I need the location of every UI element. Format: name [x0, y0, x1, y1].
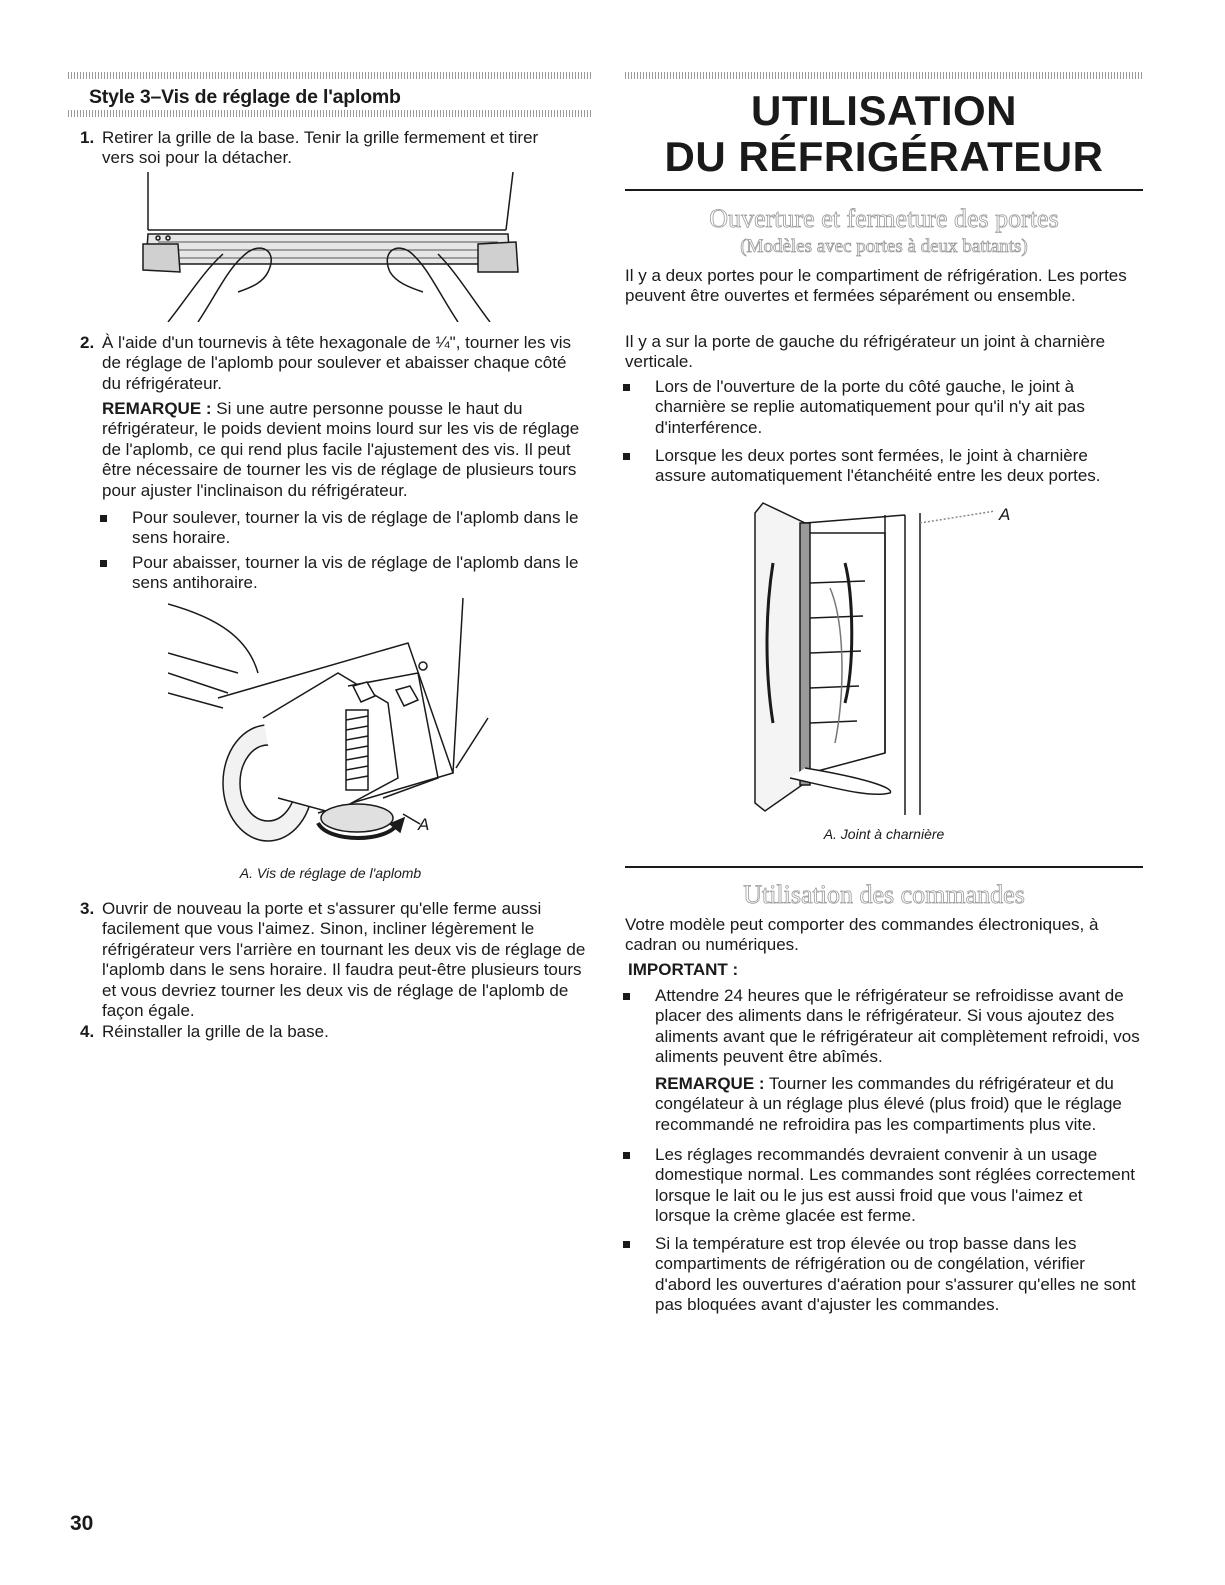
step-4 [80, 1022, 587, 1042]
section-rule [625, 866, 1143, 868]
step-number: 4. [80, 1022, 95, 1041]
subsection-subtitle: (Modèles avec portes à deux battants) [740, 236, 1028, 257]
bullet-item [655, 377, 1140, 438]
bullet-text: Lorsque les deux portes sont fermées, le joint à charnière assure automatiquement l'étanchéité entre les deux portes. [655, 446, 1101, 486]
bullet-marker [623, 1152, 630, 1159]
step-number: 3. [80, 899, 95, 918]
page-number: 30 [70, 1512, 94, 1535]
bullet-marker [623, 453, 630, 460]
step-3 [80, 899, 587, 1021]
bullet-item [655, 986, 1140, 1068]
step-text: Ouvrir de nouveau la porte et s'assurer qu'elle ferme aussi facilement que vous l'aimez. Sinon, incliner légèrement le réfrigérateur vers l'arrière en tournant les deux vis de réglage de l'aplomb dans le sens horaire. Il faudra peut-être plusieurs tours et vous devriez tourner les deux vis de réglage de l'aplomb de façon égale. [102, 899, 586, 1021]
step-2 [80, 333, 587, 394]
bullet-item [655, 1145, 1140, 1227]
note-text: Tourner les commandes du réfrigérateur et du congélateur à un réglage plus élevé (plus froid) que le réglage recommandé ne refroidira pas les compartiments plus vite. [655, 1074, 1122, 1134]
bullet-marker [623, 1241, 630, 1248]
bullet-text: Si la température est trop élevée ou trop basse dans les compartiments de réfrigération ou de congélation, vérifier d'abord les ouvertures d'aération pour s'assurer qu'elles ne sont pas bloquées avant d'ajuster les commandes. [655, 1234, 1136, 1315]
bullet-item [132, 553, 587, 594]
step-number: 2. [80, 333, 95, 352]
step-text: Retirer la grille de la base. Tenir la grille fermement et tirer vers soi pour la détacher. [102, 128, 539, 168]
figure-label-a: A [999, 505, 1011, 524]
hinged-seal-illustration [745, 493, 995, 823]
section-bottom-hatch [68, 110, 593, 117]
section-rule [625, 189, 1143, 191]
figure-label-a: A [418, 815, 430, 834]
bullet-text: Attendre 24 heures que le réfrigérateur se refroidisse avant de placer des aliments dans le réfrigérateur. Si vous ajoutez des aliments avant que le réfrigérateur ait complètement refroidi, vos aliments peuvent être abîmés. [655, 986, 1140, 1067]
title-top-hatch [625, 72, 1143, 79]
bullet-text: Les réglages recommandés devraient convenir à un usage domestique normal. Les commandes sont réglées correctement lorsque le lait ou le jus est aussi froid que vous l'aimez et lorsque la crème glacée est ferme. [655, 1145, 1136, 1226]
step-text: À l'aide d'un tournevis à tête hexagonale de ¼", tourner les vis de réglage de l'aplomb pour soulever et abaisser chaque côté du réfrigérateur. [102, 333, 571, 393]
bullet-marker [623, 384, 630, 391]
paragraph-doors: Il y a deux portes pour le compartiment de réfrigération. Les portes peuvent être ouvertes et fermées séparément ou ensemble. [625, 266, 1127, 306]
note-paragraph [655, 1074, 1140, 1135]
bullet-marker [623, 993, 630, 1000]
chapter-title [625, 88, 1143, 180]
step-number: 1. [80, 128, 95, 147]
grille-removal-illustration [138, 172, 528, 322]
bullet-item [655, 1234, 1140, 1316]
bullet-marker [100, 560, 107, 567]
bullet-text: Lors de l'ouverture de la porte du côté gauche, le joint à charnière se replie automatiquement pour qu'il n'y ait pas d'interférence. [655, 377, 1085, 437]
subsection-title: Ouverture et fermeture des portes [709, 204, 1059, 233]
section-title: Style 3–Vis de réglage de l'aplomb [89, 86, 401, 108]
bullet-item [132, 508, 587, 549]
leveling-screw-illustration [168, 598, 508, 853]
step-text: Réinstaller la grille de la base. [102, 1022, 329, 1041]
step-1 [80, 128, 572, 169]
important-label: IMPORTANT : [628, 960, 739, 979]
bullet-text: Pour soulever, tourner la vis de réglage de l'aplomb dans le sens horaire. [132, 508, 579, 548]
figure-caption: A. Vis de réglage de l'aplomb [239, 865, 422, 881]
note-paragraph [102, 399, 587, 501]
bullet-marker [100, 515, 107, 522]
section-top-hatch [68, 72, 593, 79]
bullet-text: Pour abaisser, tourner la vis de réglage de l'aplomb dans le sens antihoraire. [132, 553, 579, 593]
note-label: REMARQUE : [655, 1074, 765, 1093]
note-label: REMARQUE : [102, 399, 212, 418]
figure-caption: A. Joint à charnière [823, 826, 945, 842]
paragraph-controls: Votre modèle peut comporter des commandes électroniques, à cadran ou numériques. [625, 915, 1099, 955]
subsection-title: Utilisation des commandes [743, 880, 1025, 909]
paragraph-hinge: Il y a sur la porte de gauche du réfrigérateur un joint à charnière verticale. [625, 332, 1106, 372]
note-text: Si une autre personne pousse le haut du réfrigérateur, le poids devient moins lourd sur les vis de réglage de l'aplomb, ce qui rend plus facile l'ajustement des vis. Il peut être nécessaire de tourner les vis de réglage de plusieurs tours pour ajuster l'inclinaison du réfrigérateur. [102, 399, 580, 500]
bullet-item [655, 446, 1140, 487]
chapter-title-line1: UTILISATION [750, 87, 1018, 134]
chapter-title-line2: DU RÉFRIGÉRATEUR [664, 133, 1104, 180]
